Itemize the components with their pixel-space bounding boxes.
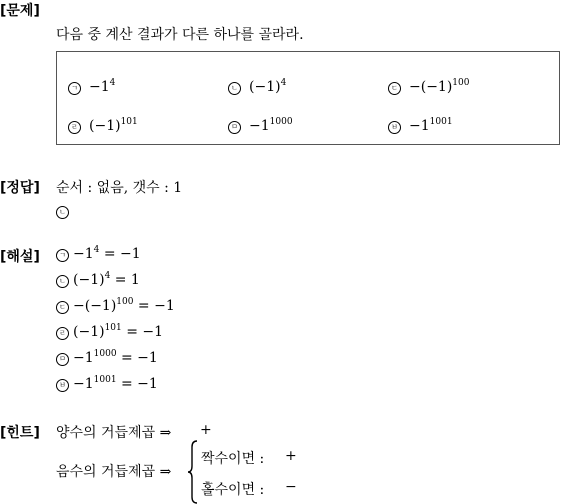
circled-mark: ㄴ (56, 206, 69, 219)
hint-tag: [힌트] (0, 425, 40, 441)
circled-mark: ㅂ (56, 379, 69, 392)
expr: −1 (73, 376, 94, 392)
exponent: 100 (116, 297, 134, 307)
exponent: 4 (104, 271, 111, 281)
option-expr: −1 (89, 79, 110, 95)
expr: −1 (73, 246, 94, 262)
result: = −1 (121, 324, 164, 340)
exponent: 4 (93, 245, 100, 255)
exponent: 101 (104, 323, 122, 333)
option-expr: −(−1) (409, 79, 453, 95)
option-exponent: 100 (452, 78, 470, 88)
explanation-line-3 (56, 298, 175, 314)
exponent: 1001 (93, 375, 117, 385)
circled-mark: ㄹ (68, 121, 81, 134)
option-1 (68, 79, 115, 95)
expr: −(−1) (73, 298, 117, 314)
circled-mark: ㅂ (388, 121, 401, 134)
result: = −1 (133, 298, 175, 314)
hint-odd-label: 홀수이면 : (201, 482, 265, 498)
option-5 (228, 118, 293, 134)
option-exponent: 1001 (429, 117, 453, 127)
explanation-line-2 (56, 272, 140, 288)
hint-even-sign: + (285, 448, 297, 464)
circled-mark: ㄷ (56, 301, 69, 314)
circled-mark: ㄱ (56, 249, 69, 262)
option-3 (388, 79, 469, 95)
option-exponent: 4 (109, 78, 116, 88)
option-exponent: 4 (280, 78, 287, 88)
hint-even-label: 짝수이면 : (201, 451, 265, 467)
circled-mark: ㅁ (56, 353, 69, 366)
result: = 1 (110, 272, 140, 288)
option-expr: −1 (249, 118, 270, 134)
exponent: 1000 (93, 349, 117, 359)
hint-positive-sign: + (200, 422, 212, 438)
explanation-line-1 (56, 246, 141, 262)
explanation-line-6 (56, 376, 158, 392)
result: = −1 (99, 246, 141, 262)
explanation-tag: [해설] (0, 249, 40, 265)
circled-mark: ㄹ (56, 327, 69, 340)
circled-mark: ㄱ (68, 82, 81, 95)
expr: (−1) (73, 324, 105, 340)
expr: (−1) (73, 272, 105, 288)
problem-tag: [문제] (0, 3, 40, 19)
circled-mark: ㄷ (388, 82, 401, 95)
answer-tag: [정답] (0, 180, 40, 196)
explanation-line-5 (56, 350, 158, 366)
circled-mark: ㄴ (56, 275, 69, 288)
explanation-line-4 (56, 324, 163, 340)
hint-negative: 음수의 거듭제곱 ⇒ (56, 464, 172, 480)
option-expr: −1 (409, 118, 430, 134)
option-expr: (−1) (249, 79, 281, 95)
hint-odd-sign: − (285, 479, 297, 495)
option-4 (68, 118, 138, 134)
option-exponent: 1000 (269, 117, 293, 127)
option-6 (388, 118, 453, 134)
result: = −1 (116, 350, 158, 366)
option-expr: (−1) (89, 118, 121, 134)
option-2 (228, 79, 286, 95)
circled-mark: ㄴ (228, 82, 241, 95)
result: = −1 (116, 376, 158, 392)
expr: −1 (73, 350, 94, 366)
answer-mark (56, 203, 77, 219)
question-text: 다음 중 계산 결과가 다른 하나를 골라라. (56, 27, 304, 43)
circled-mark: ㅁ (228, 121, 241, 134)
hint-positive: 양수의 거듭제곱 ⇒ (56, 425, 172, 441)
curly-brace (187, 440, 199, 504)
answer-meta: 순서 : 없음, 갯수 : 1 (56, 180, 183, 196)
option-exponent: 101 (120, 117, 138, 127)
